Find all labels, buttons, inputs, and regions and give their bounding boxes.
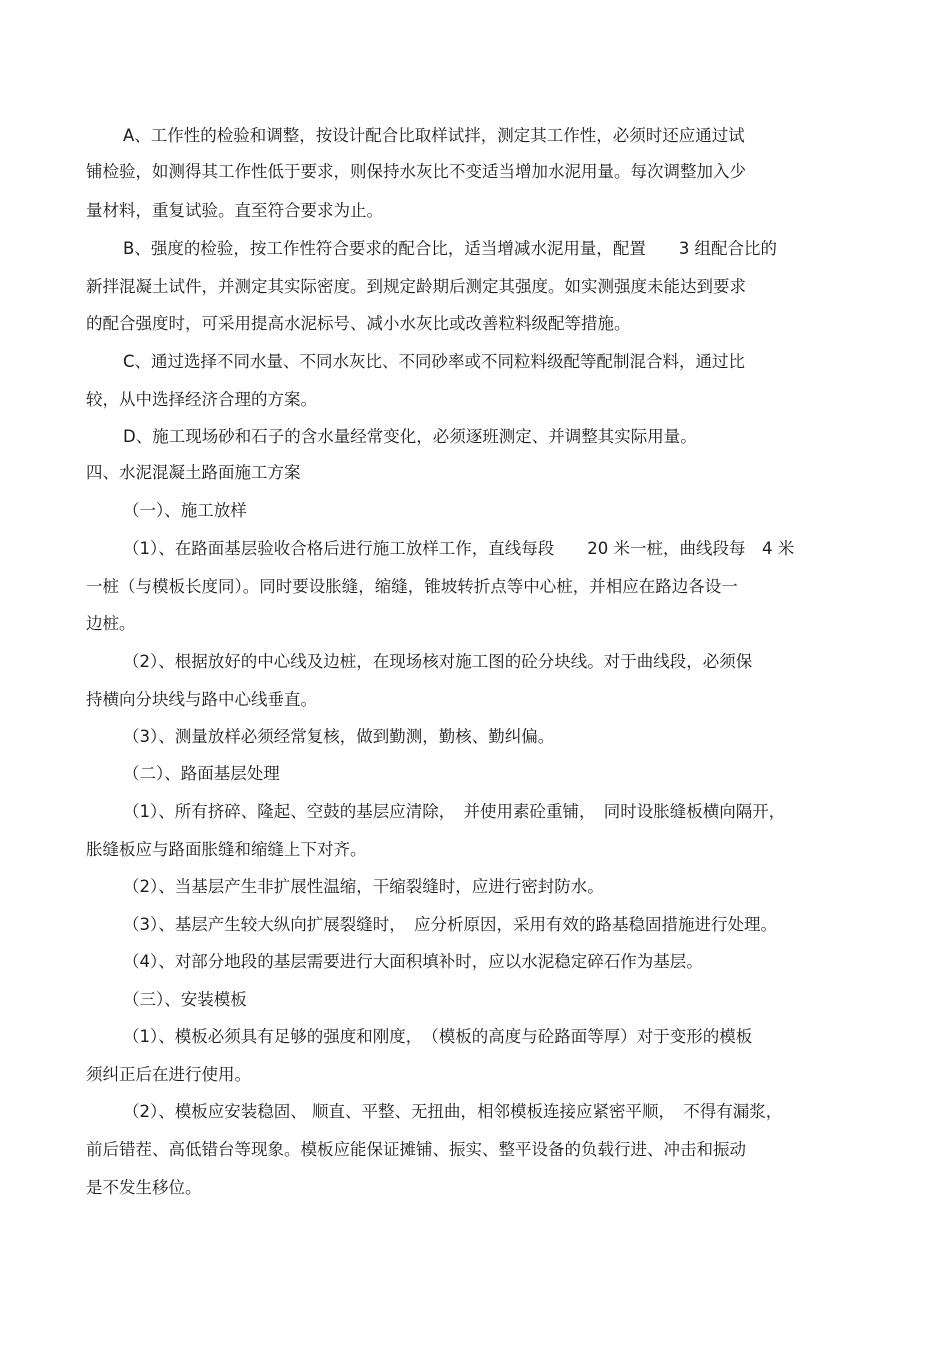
subsection-heading: （二）、路面基层处理	[123, 764, 280, 783]
text-line: 是不发生移位。	[86, 1178, 202, 1197]
subsection-heading: （一）、施工放样	[123, 501, 247, 520]
text-line: （3）、基层产生较大纵向扩展裂缝时， 应分析原因，采用有效的路基稳固措施进行处理。	[123, 915, 777, 934]
text-line: 须纠正后在进行使用。	[86, 1065, 251, 1084]
text-line: 新拌混凝土试件，并测定其实际密度。到规定龄期后测定其强度。如实测强度未能达到要求	[86, 277, 746, 296]
text-line: 边桩。	[86, 614, 136, 633]
text-line: （1）、在路面基层验收合格后进行施工放样工作，直线每段 20 米一桩，曲线段每 4 米	[123, 539, 795, 558]
text-line: 量材料，重复试验。直至符合要求为止。	[86, 201, 383, 220]
text-line: B、强度的检验，按工作性符合要求的配合比，适当增减水泥用量，配置 3 组配合比的	[123, 239, 778, 258]
subsection-heading: （三）、安装模板	[123, 990, 247, 1009]
text-line: （3）、测量放样必须经常复核，做到勤测，勤核、勤纠偏。	[123, 727, 555, 746]
section-heading: 四、水泥混凝土路面施工方案	[86, 463, 301, 482]
text-line: （2）、根据放好的中心线及边桩，在现场核对施工图的砼分块线。对于曲线段，必须保	[123, 652, 753, 671]
text-line: 铺检验，如测得其工作性低于要求，则保持水灰比不变适当增加水泥用量。每次调整加入少	[86, 162, 746, 181]
text-line: 一桩（与模板长度同）。同时要设胀缝，缩缝，锥坡转折点等中心桩，并相应在路边各设一	[86, 577, 738, 596]
text-line: 前后错茬、高低错台等现象。模板应能保证摊铺、振实、整平设备的负载行进、冲击和振动	[86, 1140, 746, 1159]
text-line: C、通过选择不同水量、不同水灰比、不同砂率或不同粒料级配等配制混合料，通过比	[123, 352, 746, 371]
text-line: （1）、所有挤碎、隆起、空鼓的基层应清除， 并使用素砼重铺， 同时设胀缝板横向隔开，	[123, 802, 786, 821]
text-line: D、施工现场砂和石子的含水量经常变化，必须逐班测定、并调整其实际用量。	[123, 427, 697, 446]
text-line: 持横向分块线与路中心线垂直。	[86, 690, 317, 709]
text-line: （2）、当基层产生非扩展性温缩，干缩裂缝时，应进行密封防水。	[123, 877, 604, 896]
text-line: （4）、对部分地段的基层需要进行大面积填补时，应以水泥稳定碎石作为基层。	[123, 952, 703, 971]
text-line: （2）、模板应安装稳固、 顺直、平整、无扭曲，相邻模板连接应紧密平顺， 不得有漏浆，	[123, 1102, 783, 1121]
text-line: 较，从中选择经济合理的方案。	[86, 390, 317, 409]
text-line: 胀缝板应与路面胀缝和缩缝上下对齐。	[86, 840, 367, 859]
text-line: A、工作性的检验和调整，按设计配合比取样试拌，测定其工作性，必须时还应通过试	[123, 126, 745, 145]
text-line: （1）、模板必须具有足够的强度和刚度， （模板的高度与砼路面等厚）对于变形的模板	[123, 1027, 753, 1046]
text-line: 的配合强度时，可采用提高水泥标号、减小水灰比或改善粒料级配等措施。	[86, 314, 631, 333]
